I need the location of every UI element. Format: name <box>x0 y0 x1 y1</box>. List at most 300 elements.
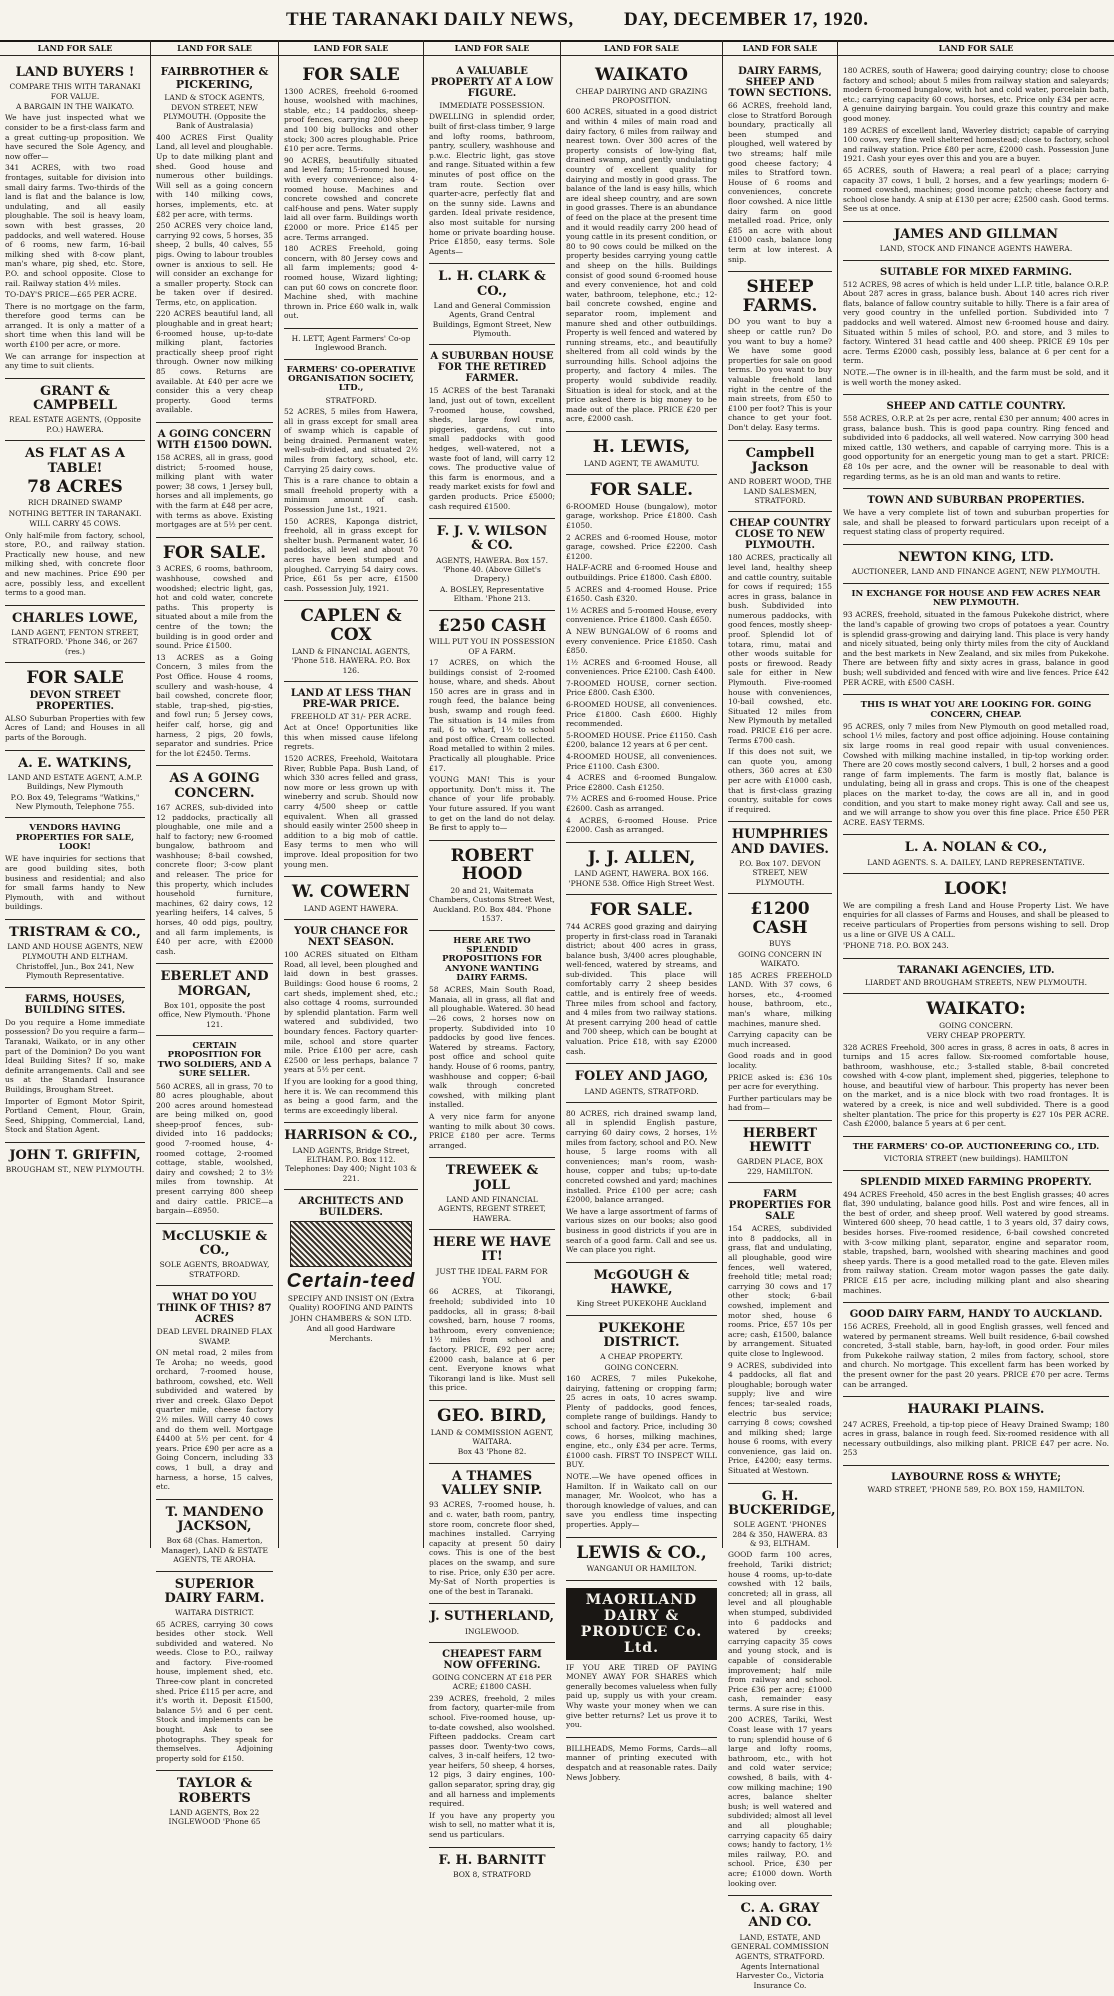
advert-paragraph: Do you require a Home immediate possession? Do you require a farm—Taranaki, Waikato, or in any other part of the Dominion? Do you want Ideal Building Sites? If so, make definite arrangements. Call and see us at the Standard Insurance Buildings, Brougham Street. <box>5 1017 145 1094</box>
advertisement <box>843 545 1109 584</box>
advert-paragraph: If this does not suit, we can quote you, among others, 360 acres at £30 per acre with £1000 cash, that is first-class grazing country, suitable for cows if required. <box>728 747 832 814</box>
advert-paragraph: 65 ACRES, carrying 30 cows besides other stock. Well subdivided and watered. No weeds. Close to P.O., railway and factory. Five-roomed house, implement shed, etc. Three-cow plant in concreted shed. Price £115 per acre, and it's worth it. Deposit £1500, balance 5½ and 6 per cent. Stock and implements can be bought. Ask to see photographs. They speak for themselves. Adjoining property sold for £150. <box>156 1619 273 1763</box>
advert-paragraph: Only half-mile from factory, school, store, P.O., and railway station. Practically new house, and new milking shed, with concrete floor and new machines. Price £90 per acre, possibly less, and excellent terms to a good man. <box>5 530 145 598</box>
advert-paragraph: If you have any property you wish to sell, no matter what it is, send us particulars. <box>429 1810 555 1840</box>
advert-heading: McGOUGH & HAWKE, <box>593 1267 690 1298</box>
advert-heading: HARRISON & CO., <box>284 1128 418 1144</box>
advert-subline: STRATFORD. <box>325 395 377 405</box>
advert-paragraph: 180 ACRES Freehold, going concern, with 80 Jersey cows and all farm implements; good 4-roomed house, Wizard lighting; can put 60 cows on concrete floor. Machine shed, with machine thrown in. Price £60 walk in, walk out. <box>284 244 418 321</box>
advert-paragraph: Further particulars may be had from— <box>728 1093 832 1113</box>
advert-paragraph: 180 ACRES, practically all level land, healthy sheep and cattle country, suitable for cows if required; 155 acres in grass, balance in bush. Subdivided into numerous paddocks, with good fences, mostly sheep-proof. Splendid lot of totara, rimu, matai and other woods suitable for posts or firewood. Ready sale for either in New Plymouth. Five-roomed house with conveniences, 10-bail cowshed, etc. Situated 12 miles from New Plymouth by metalled road. PRICE £16 per acre. Terms £700 cash. <box>728 553 832 745</box>
advertisement <box>5 60 145 379</box>
advert-heading: L. H. CLARK & CO., <box>438 269 546 299</box>
advert-paragraph: 200 ACRES, Tariki, West Coast lease with 17 years to run; splendid house of 6 large and lofty rooms, bathroom, etc., with hot and cold water service; cowshed, 8 bails, with 4-cow milking machine; 190 acres, balance shelter bush; is well watered and subdivided; almost all level and all ploughable; carrying capacity 65 dairy cows; handy to factory, 1½ miles railway, P.O. and school. Price, £30 per acre; £1000 down. Worth looking over. <box>728 1715 832 1888</box>
advertisement <box>5 751 145 819</box>
advert-heading: HAURAKI PLAINS. <box>907 1402 1045 1418</box>
advert-subline: LAND & STOCK AGENTS, DEVON STREET, NEW PLYMOUTH. (Opposite the Bank of Australasia) <box>163 93 266 131</box>
advertisement <box>843 1466 1109 1500</box>
advert-paragraph: YOUNG MAN! This is your opportunity. Don't miss it. The chance of your life probably. Your future assured. If you want to get on the land do not delay. Be first to apply to— <box>429 775 555 833</box>
advert-heading: SPLENDID MIXED FARMING PROPERTY. <box>860 1176 1092 1188</box>
advert-heading: F. J. V. WILSON & CO. <box>436 524 548 554</box>
advert-heading: WHAT DO YOU THINK OF THIS? 87 ACRES <box>157 1292 272 1326</box>
advertisement <box>284 1123 418 1190</box>
advertisement <box>156 1500 273 1572</box>
advertisement <box>429 1158 555 1230</box>
advert-heading: McCLUSKIE & CO., <box>161 1228 268 1259</box>
advertisement <box>429 1604 555 1643</box>
advert-paragraph: 180 ACRES, south of Hawera; good dairying country; close to choose factory and school; about 5 miles from railway station and saleyards; modern 6-roomed bungalow, with hot and cold water, porcelain bath, etc.; carrying capacity 60 cows, horses, etc. Price only £34 per acre. A genuine dairying bargain. You could graze this country and make good money. <box>843 66 1109 123</box>
advert-heading: TRISTRAM & CO., <box>9 925 141 941</box>
advert-heading: FOR SALE. <box>589 900 694 921</box>
advertisement <box>566 475 717 843</box>
advert-subline: BUYS <box>769 939 791 949</box>
advertisement <box>429 1848 555 1886</box>
advert-heading: FARMERS' CO-OPERATIVE ORGANISATION SOCIETY, LTD., <box>286 364 416 394</box>
advert-subline: LAND AGENT, FENTON STREET, STRATFORD. 'Phone 346, or 267 (res.) <box>11 628 139 656</box>
advert-paragraph: 1300 ACRES, freehold 6-roomed house, woolshed with machines, stable, etc.; 14 paddocks, sheep-proof fences, carrying 2000 sheep and 100 big bullocks and other stock; 300 acres ploughable. Price £10 per acre. Terms. <box>284 86 418 154</box>
advertisement <box>843 695 1109 835</box>
advert-paragraph: 93 ACRES, 7-roomed house, h. and c. water, bath room, pantry, store room, concrete floor shed, machines installed. Carrying capacity at present 50 dairy cows. This is one of the best places on the swamp, and sure to rise. Price, only £30 per acre. My-Sat of North properties is one of the best in Taranaki. <box>429 1500 555 1596</box>
advertisement <box>5 663 145 750</box>
masthead <box>0 0 1114 42</box>
advertisement <box>728 1121 832 1183</box>
advert-subline: GOING CONCERN. <box>604 1362 679 1372</box>
advert-heading: HERE ARE TWO SPLENDID PROPOSITIONS FOR ANYONE WANTING DAIRY FARMS. <box>442 935 542 983</box>
advert-heading: EBERLET AND MORGAN, <box>160 969 269 999</box>
advert-subline: CHEAP DAIRYING AND GRAZING PROPOSITION. <box>575 86 708 106</box>
advertisement <box>566 1738 717 1789</box>
advert-paragraph: 185 ACRES FREEHOLD LAND. With 37 cows, 6 horses, etc., 4-roomed house, bathroom, etc., man's whare, milking machines, manure shed. <box>728 970 832 1028</box>
advertisement <box>284 920 418 1123</box>
advert-subline: GOING CONCERN IN WAIKATO. <box>738 949 822 969</box>
advertisement <box>5 441 145 606</box>
advert-heading: SHEEP FARMS. <box>742 277 818 316</box>
advert-paragraph: 9 ACRES, subdivided into 4 paddocks, all flat and ploughable; borough water supply; live and wire fences; tar-sealed roads, electric bus service; carrying 8 cows; cowshed and milking shed; large house 6 rooms, with every convenience, gas laid on. Price, £4200; easy terms. Situated at Westown. <box>728 1360 832 1476</box>
advert-paragraph: 'PHONE 718. P.O. BOX 243. <box>843 941 949 951</box>
column-heading: LAND FOR SALE <box>561 40 722 56</box>
issue-date: DAY, DECEMBER 17, 1920. <box>624 9 869 30</box>
advert-subline: WARD STREET, 'PHONE 589, P.O. BOX 159, HAMILTON. <box>867 1484 1085 1494</box>
column-heading: LAND FOR SALE <box>723 40 837 56</box>
advert-paragraph: 1½ ACRES and 5-roomed House, every convenience. Price £1800. Cash £650. <box>566 605 717 625</box>
advert-paragraph: 6-ROOMED House (bungalow), motor garage, workshop. Price £1800. Cash £1050. <box>566 501 717 530</box>
advert-subline: GOING CONCERN AT £18 PER ACRE; £1800 CASH. <box>432 1672 552 1692</box>
advert-paragraph: GOOD farm 100 acres, freehold, Tariki district; house 4 rooms, up-to-date cowshed with 12 bails, concreted; all in grass, all level and all ploughable when stumped, subdivided into 6 paddocks and watered by creeks; carrying capacity 35 cows and young stock, and is capable of considerable improvement; half mile from railway and school. Price £36 per acre; £1000 cash, remainder easy terms. A sure rise in this. <box>728 1550 832 1713</box>
advert-paragraph: 2 ACRES and 6-roomed House, motor garage, cowshed. Price £2200. Cash £1200. <box>566 532 717 561</box>
advert-paragraph: 4-ROOMED HOUSE, all conveniences. Price £1100. Cash £300. <box>566 752 717 771</box>
advertisement <box>843 994 1109 1137</box>
advert-heading: YOUR CHANCE FOR NEXT SEASON. <box>294 926 408 949</box>
advert-paragraph: 80 ACRES, rich drained swamp land, all in splendid English pasture, carrying 60 dairy cows, 2 horses, 1½ miles from factory, school and P.O. New house, 5 large rooms with all conveniences; man's room, wash-house, copper and tubs; up-to-date concreted cowshed and yard; machines installed. Price £100 per acre; cash £2000, balance arranged. <box>566 1108 717 1205</box>
advert-paragraph: 156 ACRES, Freehold, all in good English grasses, well fenced and watered by permanent streams. Well built residence, 6-bail cowshed concreted, 3-stall stable, barn, hay-loft, in good order. Four miles from Pukekohe railway station, 2 miles from factory, school, store and church. No mortgage. This excellent farm has been worked by the present owner for the past 20 years. PRICE £70 per acre. Terms can be arranged. <box>843 1322 1109 1389</box>
advert-heading: HERE WE HAVE IT! <box>433 1235 551 1265</box>
advert-heading: LEWIS & CO., <box>576 1542 707 1563</box>
column-heading: LAND FOR SALE <box>838 40 1114 56</box>
advert-subline: Box 101, opposite the post office, New Plymouth. 'Phone 121. <box>158 1001 271 1029</box>
advertisement <box>843 835 1109 874</box>
advert-subline: WAITARA DISTRICT. <box>175 1608 254 1618</box>
advert-subline: INGLEWOOD. <box>464 1626 520 1636</box>
advert-heading: SUITABLE FOR MIXED FARMING. <box>880 266 1072 278</box>
advertisement <box>429 931 555 1159</box>
advert-subline: Land and General Commission Agents, Grand Central Buildings, Egmont Street, New Plymouth. <box>432 300 552 338</box>
advert-heading: GEO. BIRD, <box>437 1405 547 1426</box>
advert-heading: C. A. GRAY AND CO. <box>740 1901 820 1931</box>
advert-banner: MAORILAND DAIRY & PRODUCE Co. Ltd. <box>566 1588 717 1660</box>
advert-heading: CHARLES LOWE, <box>12 610 138 626</box>
advertisement <box>156 60 273 423</box>
advertisement <box>843 489 1109 545</box>
advert-paragraph: 66 ACRES, freehold land, close to Stratford Borough boundary, practically all been stumped and ploughed, well watered by two streams; half mile good cheese factory; 4 miles to Stratford town. House of 6 rooms and conveniences, concrete floor cowshed. A nice little dairy farm on good metalled road. Price, only £85 an acre with about £1000 cash, balance long term at low interest. A snip. <box>728 101 832 264</box>
advertisement <box>284 682 418 877</box>
advert-subline: A BARGAIN IN THE WAIKATO. <box>15 102 135 112</box>
advert-heading: JOHN T. GRIFFIN, <box>9 1147 141 1163</box>
advert-paragraph: 167 ACRES, sub-divided into 12 paddocks, practically all ploughable, one mile and a half to factory; new 6-roomed bungalow, bathroom and washhouse; 8-bail cowshed, concrete floor; 3-cow plant and releaser. The price for this property, which includes household furniture, machines, 62 dairy cows, 12 yearling heifers, 14 calves, 5 horses, 40 odd pigs, poultry, and all farm implements, is £40 per acre, with £2000 cash. <box>156 802 273 956</box>
advert-subline: AND ROBERT WOOD, THE LAND SALESMEN, STRATFORD. <box>728 477 832 505</box>
advertisement <box>728 894 832 1121</box>
advert-paragraph: 4 ACRES, 6-roomed House. Price £2000. Cash as arranged. <box>566 815 717 835</box>
advertisement <box>843 584 1109 695</box>
advert-subline: Agents International Harvester Co., Victoria Insurance Co. <box>736 1961 824 1990</box>
advert-subline: JOHN CHAMBERS & SON LTD. <box>290 1313 412 1323</box>
advert-subline: King Street PUKEKOHE Auckland <box>576 1299 707 1309</box>
advertisement <box>429 1643 555 1848</box>
advert-paragraph: 17 ACRES, on which the buildings consist of 2-roomed house, whare, and sheds. About 150 acres are in grass and in rough feed, the balance being bush, swamp and rough feed. The situation is 14 miles from rail, 6 to wharf, 1½ to school and post office. Cream collected. Road metalled to within 2 miles. Practically all ploughable. Price £17. <box>429 658 555 773</box>
advert-heading: A VALUABLE PROPERTY AT A LOW FIGURE. <box>430 66 554 99</box>
advert-subline: 20 and 21, Waitemata Chambers, Customs Street West, Auckland. P.O. Box 484. 'Phone 1537. <box>429 886 555 924</box>
advert-subline: A. BOSLEY, Representative Eltham. 'Phone 213. <box>440 584 544 604</box>
advertisement <box>843 1303 1109 1397</box>
advertisement <box>728 441 832 513</box>
advert-heading: J. SUTHERLAND, <box>429 1609 555 1625</box>
advert-heading: AS A GOING CONCERN. <box>169 771 260 801</box>
advertisement <box>429 611 555 841</box>
advert-heading: FOR SALE. <box>589 480 694 501</box>
advert-paragraph: IF YOU ARE TIRED OF PAYING MONEY AWAY FOR SHARES which generally becomes valueless when fully paid up, supply us with your cream. Why waste your money when we can give better returns? Let us prove it to you. <box>566 1662 717 1730</box>
advert-heading: Campbell Jackson <box>745 445 815 475</box>
advert-heading: HUMPHRIES AND DAVIES. <box>731 827 829 857</box>
advert-paragraph: NOTE.—We have opened offices in Hamilton. If in Waikato call on our manager, Mr. Woolcot, who has a thorough knowledge of values, and can save you endless time inspecting properties. Apply— <box>566 1472 717 1530</box>
advert-subline: P.O. Box 49, Telegrams "Watkins," New Plymouth, Telephone 755. <box>10 792 140 812</box>
advert-heading: JAMES AND GILLMAN <box>893 226 1059 242</box>
advertisement <box>284 329 418 360</box>
advert-paragraph: 6-ROOMED HOUSE, all conveniences. Price £1800. Cash £600. Highly recommended. <box>566 700 717 729</box>
advertisement <box>156 1572 273 1772</box>
advert-heading: LAYBOURNE ROSS & WHYTE; <box>891 1471 1061 1483</box>
advert-subline: VERY CHEAP PROPERTY. <box>926 1031 1026 1041</box>
advert-heading: J. J. ALLEN, <box>587 847 696 868</box>
advertisement <box>156 1224 273 1286</box>
advert-heading: DAIRY FARMS, SHEEP AND TOWN SECTIONS. <box>728 66 832 99</box>
column-5 <box>561 40 723 1782</box>
advert-paragraph: 150 ACRES, Kaponga district, freehold, all in grass except for shelter bush. Permanent water, 16 paddocks, all level and about 70 acres have been stumped and ploughed. Carrying 54 dairy cows. Price, £61 5s per acre, £1500 cash. Possession July, 1921. <box>284 516 418 593</box>
advertisement <box>429 1230 555 1401</box>
advert-heading: THIS IS WHAT YOU ARE LOOKING FOR. GOING CONCERN, CHEAP. <box>860 700 1092 720</box>
advertisement <box>156 766 273 964</box>
advert-heading: AS FLAT AS A TABLE! <box>24 446 126 476</box>
advert-heading: VENDORS HAVING PROPERTIES FOR SALE, LOOK! <box>15 823 135 853</box>
advert-heading: WAIKATO: <box>926 999 1026 1020</box>
advert-heading: FOR SALE <box>26 668 124 689</box>
advertisement <box>429 264 555 345</box>
column-6 <box>723 40 838 1990</box>
advertisement <box>566 60 717 432</box>
advertisement <box>5 818 145 920</box>
advert-paragraph: 5 ACRES and 4-roomed House. Price £1650. Cash £320. <box>566 584 717 604</box>
advert-paragraph: 52 ACRES, 5 miles from Hawera, all in grass except for small area of swamp which is capable of being drained. Permanent water, well-sub-divided, and situated 2½ miles from factory, school, etc. Carrying 25 dairy cows. <box>284 407 418 474</box>
advertisement <box>566 432 717 475</box>
advertisement <box>843 395 1109 489</box>
advert-subline: LAND, ESTATE, AND GENERAL COMMISSION AGENTS, STRATFORD. <box>731 1932 829 1961</box>
advertisement <box>728 60 832 272</box>
advertisement <box>728 272 832 441</box>
advert-heading: A GOING CONCERN WITH £1500 DOWN. <box>156 429 273 451</box>
column-heading: LAND FOR SALE <box>151 40 278 56</box>
advert-heading: A. E. WATKINS, <box>18 755 132 771</box>
advert-paragraph: 5-ROOMED HOUSE. Price £1150. Cash £200, balance 12 years at 6 per cent. <box>566 730 717 750</box>
advertisement <box>429 1401 555 1464</box>
advert-paragraph: A very nice farm for anyone wanting to milk about 30 cows. PRICE £180 per acre. Terms arranged. <box>429 1112 555 1150</box>
advert-heading: LAND AT LESS THAN PRE-WAR PRICE. <box>290 687 412 710</box>
advert-heading: £1200 CASH <box>750 899 810 938</box>
advert-subline: A CHEAP PROPERTY. <box>600 1352 683 1362</box>
advert-paragraph: If you are looking for a good thing, here it is. We can recommend this as being a good farm, and the terms are exceedingly liberal. <box>284 1076 418 1115</box>
advert-paragraph: We have just inspected what we consider to be a first-class farm and a great cutting-up proposition. We have secured the Sole Agency, and now offer— <box>5 113 145 161</box>
advert-paragraph: DO you want to buy a sheep or cattle run? Do you want to buy a home? We have some good properties for sale on good terms. Do you want to buy valuable freehold land right in the centre of the main streets, from £50 to £100 per foot? This is your chance to get your foot. Don't delay. Easy terms. <box>728 317 832 432</box>
advertisement <box>728 1183 832 1483</box>
advertisement <box>843 1397 1109 1466</box>
advert-paragraph: 328 ACRES Freehold, 300 acres in grass, 8 acres in oats, 8 acres in turnips and 15 acres fallow. Six-roomed comfortable house, bathroom, washhouse, etc.; 3-stalled stable, 8-bail concreted cowshed with 4-cow plant, implement shed, piggeries, telephone to house, and beautiful view of harbour. This property has never been on the market, and is a nice block with two road frontages. It is watered by a creek, is nice and well subdivided. There is a good shelter plantation. The price for this property is £27 10s PER ACRE. Cash £2000, balance 5 years at 6 per cent. <box>843 1042 1109 1129</box>
column-3 <box>279 40 424 1548</box>
advert-subline: Christoffel, Jun., Box 241, New Plymouth Representative. <box>16 962 134 981</box>
advert-paragraph: 494 ACRES Freehold, 450 acres in the best English grasses; 40 acres flat, 390 undulating, balance good hills. Post and wire fences, all in the best of order, and sheep proof. Well watered by good streams. Wintered 600 sheep, 70 head cattle, 1 to 3 years old, 37 dairy cows, besides horses. Five-roomed residence, 6-bail cowshed concreted with 3-cow milking plant, separator, engine and separator room, stable, trapshed, barn, woolshed with shearing machines and good sheep yards. There is a good metalled road to the gate. Eleven miles from railway station. Cream motor wagon passes the gate daily. PRICE £15 per acre, including milking plant and also shearing machines. <box>843 1189 1109 1295</box>
advertisement <box>5 988 145 1143</box>
advert-subline: BROUGHAM ST., NEW PLYMOUTH. <box>5 1165 145 1175</box>
advert-paragraph: 247 ACRES, Freehold, a tip-top piece of Heavy Drained Swamp; 180 acres in grass, balance in rough feed. Six-roomed residence with all necessary outbuildings, also milking plant. PRICE £47 per acre. No. 253 <box>843 1419 1109 1458</box>
advert-subline: DEAD LEVEL DRAINED FLAX SWAMP. <box>156 1327 273 1346</box>
advert-subline: LAND AGENT, HAWERA. BOX 166. 'PHONE 538. Office High Street West. <box>568 869 715 888</box>
advert-subline: JUST THE IDEAL FARM FOR YOU. <box>436 1266 548 1286</box>
advert-heading: FARM PROPERTIES FOR SALE <box>728 1189 832 1223</box>
advertisement <box>156 1771 273 1832</box>
advertisement <box>566 1581 717 1738</box>
advert-paragraph: 512 ACRES, 98 acres of which is held under L.I.P. title, balance O.R.P. About 287 acres in grass, balance bush. About 140 acres rich river flats, balance of fallow country suitable to hilly. There is a fair area of very good country in the unfelled portion. Subdivided into 7 paddocks and well watered. Almost new 6-roomed house and dairy. Situated within 5 miles of school, P.O. and store, and 3 miles to factory. Wintered 31 head cattle and 400 sheep. PRICE £9 10s per acre. Terms £2000 cash, possibly less, balance at 6 per cent for a term. <box>843 279 1109 366</box>
advertisement <box>566 1064 717 1103</box>
advert-heading: A THAMES VALLEY SNIP. <box>441 1468 543 1499</box>
advert-heading: DEVON STREET PROPERTIES. <box>29 689 121 712</box>
advert-subline: LAND AND FINANCIAL AGENTS, REGENT STREET, HAWERA. <box>438 1194 546 1223</box>
advert-heading: HERBERT HEWITT <box>742 1125 818 1156</box>
advert-paragraph: BILLHEADS, Memo Forms, Cards—all manner of printing executed with despatch and at reasonable rates. Daily News Jobbery. <box>566 1743 717 1782</box>
advert-subline: REAL ESTATE AGENTS, (Opposite P.O.) HAWERA. <box>9 415 141 434</box>
advertisement <box>728 1484 836 1897</box>
advertisement <box>566 843 717 895</box>
advertisement <box>156 423 273 538</box>
advert-paragraph: Act at Once! Opportunities like this when missed cause lifelong regrets. <box>284 723 418 752</box>
column-heading: LAND FOR SALE <box>279 40 423 56</box>
advert-subline: H. LETT, Agent Farmers' Co-op Inglewood Branch. <box>291 333 411 353</box>
advert-paragraph: 13 ACRES as a Going Concern, 3 miles from the Post Office. House 4 rooms, scullery and wash-house, 4 bail cowshed, concrete floor, stable, trap-shed, pig-sties, and fowl run; 5 Jersey cows, heifer calf, horse, gig and harness, 2 pigs, 20 fowls, separator and sundries. Price for the lot £2450. Terms. <box>156 652 273 758</box>
advertisement <box>156 538 273 767</box>
advert-subline: LAND, STOCK AND FINANCE AGENTS HAWERA. <box>879 244 1073 254</box>
advertisement <box>156 964 273 1036</box>
advert-paragraph: 95 ACRES, only 7 miles from New Plymouth on good metalled road, school 1½ miles, factory and post office adjoining. House containing six large rooms in real good repair with usual conveniences. Cowshed with milking machine installed, in tip-top working order. There are 20 cows mostly second calvers, 1 bull, 2 horses and a good range of farm implements. The farm is mostly flat, balance is undulating, being all in grass and crops. This is one of the cheapest places on the market to-day, the cows are all in, and in good condition, and you start to make money right away. Call and see us, and we will arrange to show you over this fine place. Price £50 PER ACRE. EASY TERMS. <box>843 721 1109 827</box>
advert-heading: FOR SALE <box>302 65 400 85</box>
advertisement <box>843 1137 1109 1171</box>
advert-paragraph: 220 ACRES beautiful land, all ploughable and in great heart; 6-roomed house, up-to-date milking plant, factories practically sheep proof right through. Owner now milking 85 cows. Returns are available. At £40 per acre we consider this a very cheap property. Good terms available. <box>156 309 273 415</box>
advertisement <box>5 606 145 663</box>
advertisement <box>843 60 1109 222</box>
advertisement <box>5 379 145 441</box>
advert-subline: LAND AGENTS, Box 22 INGLEWOOD 'Phone 65 <box>168 1808 261 1827</box>
advert-paragraph: 158 ACRES, all in grass, good district; 5-roomed house, milking plant with water power; 38 cows, 1 Jersey bull, horses and all implements, go with the farm at £48 per acre, with terms as above. Existing mortgages are at 5½ per cent. <box>156 453 273 530</box>
advertisement <box>728 822 832 894</box>
advertisement <box>284 60 418 329</box>
advert-paragraph: 93 ACRES, freehold, situated in the famous Pukekohe district, where the land's capable of growing two crops of potatoes a year. Country is splendid grass-growing and dairying land. This place is very handy and nicely situated, being only thirty miles from the city of Auckland and the best markets in New Zealand, and six miles from Pukekohe. There are between fifty and sixty acres in grass, balance in good bush; well subdivided and fenced with wire and live fences. Price £42 PER ACRE, with £500 CASH. <box>843 610 1109 687</box>
advert-subline: And all good Hardware Merchants. <box>306 1324 396 1343</box>
advert-heading: THE FARMERS' CO-OP. AUCTIONEERING CO., LTD. <box>852 1141 1100 1152</box>
advert-paragraph: 154 ACRES, subdivided into 8 paddocks, all in grass, flat and undulating, all ploughable, good wire fences, well watered, freehold title; metal road; carrying 30 cows and 17 other stock; 6-bail cowshed, implement and motor shed, house 6 rooms. Price, £57 10s per acre; cash, £1500, balance by arrangement. Situated quite close to Inglewood. <box>728 1224 832 1358</box>
advert-heading: 78 ACRES <box>27 476 123 497</box>
advert-heading: CERTAIN PROPOSITION FOR TWO SOLDIERS, AND A SURE SELLER. <box>157 1041 272 1080</box>
advert-subline: IMMEDIATE POSSESSION. <box>439 101 545 110</box>
advert-paragraph: Carrying capacity can be much increased. <box>728 1030 832 1049</box>
advertisement <box>843 222 1109 261</box>
advert-heading: NEWTON KING, LTD. <box>898 550 1054 566</box>
advert-paragraph: We have a large assortment of farms of various sizes on our books; also good business in good districts if you are in search of a good farm. Call and see us. We can place you right. <box>566 1206 717 1255</box>
advertisement <box>429 1464 555 1605</box>
advert-subline: WILL PUT YOU IN POSSESSION OF A FARM. <box>429 637 555 656</box>
advert-paragraph: ALSO Suburban Properties with few Acres of Land; and Houses in all parts of the Borough. <box>5 713 145 743</box>
advert-heading: WAIKATO <box>595 65 688 85</box>
advert-heading: CHEAP COUNTRY CLOSE TO NEW PLYMOUTH. <box>729 518 831 552</box>
newspaper-title: THE TARANAKI DAILY NEWS, <box>286 9 574 30</box>
advert-subline: NOTHING BETTER IN TARANAKI. <box>8 508 142 518</box>
advert-heading: LOOK! <box>944 879 1008 900</box>
advert-heading: PUKEKOHE DISTRICT. <box>598 1320 685 1351</box>
advert-subline: LIARDET AND BROUGHAM STREETS, NEW PLYMOUTH. <box>865 977 1087 987</box>
advertisement <box>566 1263 717 1316</box>
advert-paragraph: 558 ACRES, O.R.P. at 2s per acre, rental £30 per annum; 400 acres in grass, balance bush. This is good papa country. Ring fenced and subdivided into 6 paddocks, all well watered. Now carrying 300 head mixed cattle, 130 wethers, and capable of carrying more. This is a good opportunity for an energetic young man to get a start. PRICE: £8 10s per acre, and the owner will be reasonable to deal with regarding terms, as he is an old man and wants to retire. <box>843 414 1109 481</box>
advertisement <box>5 1143 145 1181</box>
advert-paragraph: 3 ACRES, 6 rooms, bathroom, washhouse, cowshed and woodshed; electric light, gas, hot and cold water, concrete paths. This property is situated about a mile from the centre of the town; the building is in good order and sound. Price £1500. <box>156 564 273 651</box>
advert-paragraph: 65 ACRES, south of Hawera; a real pearl of a place; carrying capacity 37 cows, 1 bull, 2 horses, and a few yearlings; modern 6-roomed cowshed, machines; good income patch; cheese factory and school close handy. A snip at £130 per acre; £2500 cash. Good terms. See us at once. <box>843 165 1109 214</box>
advert-paragraph: 189 ACRES of excellent land, Waverley district; capable of carrying 100 cows, very fine well sheltered homestead; close to factory, school and railway station. Price £80 per acre, £2000 cash. Possession June 1921. Cash your eyes over this and you are a buyer. <box>843 125 1109 164</box>
advert-paragraph: Importer of Egmont Motor Spirit, Portland Cement, Flour, Grain, Seed, Shipping, Commercial, Land, Stock and Station Agent. <box>5 1096 145 1135</box>
advert-paragraph: NOTE.—The owner is in ill-health, and the farm must be sold, and it is well worth the money asked. <box>843 367 1109 387</box>
advert-paragraph: DWELLING in splendid order, built of first-class timber, 9 large and lofty rooms, bathroom, pantry, scullery, washhouse and p.w.c. Electric light, gas stove and range. Situated within a few minutes of post office on the tram route. Section over quarter-acre, perfectly flat and on the sunny side. Lawns and garden. Ideal private residence, also most suitable for nursing home or private boarding house. Price £1850, easy terms. Sole Agents— <box>429 112 555 256</box>
advert-heading: H. LEWIS, <box>592 437 691 458</box>
advert-paragraph: HALF-ACRE and 6-roomed House and outbuildings. Price £1800. Cash £800. <box>566 563 717 582</box>
advertisement <box>566 1316 717 1538</box>
advert-subline: LAND AND HOUSE AGENTS, NEW PLYMOUTH AND ELTHAM. <box>7 942 143 961</box>
advertisement <box>156 1036 273 1224</box>
advert-paragraph: 4 ACRES and 6-roomed Bungalow. Price £2800. Cash £1250. <box>566 773 717 792</box>
advert-paragraph: TO-DAY'S PRICE—£65 PER ACRE. <box>5 290 137 300</box>
advert-heading: GOOD DAIRY FARM, HANDY TO AUCKLAND. <box>849 1309 1103 1321</box>
advertisement <box>284 1190 418 1349</box>
advert-paragraph: 7-ROOMED HOUSE, corner section. Price £800. Cash £300. <box>566 678 717 698</box>
advert-subline: COMPARE THIS WITH TARANAKI FOR VALUE. <box>9 82 141 101</box>
advert-paragraph: 100 ACRES situated on Eltham Road, all level, been ploughed and laid down in best grasses. Buildings: Good house 6 rooms, 2 cart sheds, implement shed, etc.; also cottage 4 rooms, surrounded by splendid plantation. Farm well watered and subdivided, two boundary fences. Factory quarter-mile, school and store quarter mile. Price £100 per acre, cash £2500 or less perhaps, balance 7 years at 5½ per cent. <box>284 950 418 1075</box>
advert-subline: Box 43 'Phone 82. <box>457 1447 527 1457</box>
advertisement <box>728 1896 832 1996</box>
advert-subline: GARDEN PLACE, BOX 229, HAMILTON. <box>737 1157 823 1176</box>
advert-heading: T. MANDENO JACKSON, <box>165 1504 264 1535</box>
brand-logo: Certain-teed <box>286 1270 416 1293</box>
advertisement <box>429 519 555 610</box>
advert-subline: WILL CARRY 45 COWS. <box>29 519 121 529</box>
advert-paragraph: We are compiling a fresh Land and House Property List. We have enquiries for all classes of Farms and Houses, and shall be pleased to receive particulars of Properties from persons wishing to sell. Drop us a line or GIVE US A CALL. <box>843 900 1109 939</box>
advert-subline: GOING CONCERN. <box>939 1020 1013 1030</box>
advert-paragraph: 600 ACRES, situated in a good district and within 4 miles of main road and dairy factory, 6 miles from railway and nearest town. Over 300 acres of the property consists of low-lying flat, drained swamp, and gently undulating country of excellent quality for dairying and mostly in good grass. The balance of the land is easy hills, which are ideal sheep country, and are sown in good grasses. There is an abundance of feed on the place at the present time and it would readily carry 200 head of young cattle in its present condition, or 80 to 90 cows could be milked on the property besides carrying young cattle and sheep on the hills. Buildings consist of good sound 6-roomed house and every convenience, hot and cold water, bathroom, telephone, etc.; 12-bail concrete cowshed, engine and separator room, implement and manure shed and other outbuildings. Property is well fenced and watered by running streams, etc., and beautifully sheltered from all cold winds by the surrounding hills. School adjoins the property, and factory 4 miles. The property would subdivide readily. Situation is ideal for stock, and at the price asked there is big money to be made out of the place. PRICE £20 per acre, £2000 cash. <box>566 107 717 424</box>
advertisement <box>566 1103 717 1263</box>
advert-heading: FOR SALE. <box>162 542 267 563</box>
advert-subline: RICH DRAINED SWAMP <box>27 498 123 508</box>
advertisement <box>429 841 555 931</box>
advert-paragraph: 560 ACRES, all in grass, 70 to 80 acres ploughable, about 200 acres around homestead are being milked on, good sheep-proof fences, sub-divided into 16 paddocks; good 7-roomed house, 4-roomed cottage, 2-roomed cottage, stable, woolshed, dairy and cowshed; 2 to 3½ miles from township. At present carrying 800 sheep and dairy cattle. PRICE—a bargain—£8950. <box>156 1081 273 1216</box>
advert-subline: Box 68 (Chas. Hamerton, Manager), LAND & ESTATE AGENTS, TE AROHA. <box>160 1536 269 1565</box>
advert-subline: FREEHOLD AT 31/- PER ACRE. <box>290 711 412 721</box>
column-1 <box>0 40 151 1548</box>
advert-heading: SUPERIOR DAIRY FARM. <box>164 1576 265 1606</box>
advert-heading: FARMS, HOUSES, BUILDING SITES. <box>24 993 126 1016</box>
advert-paragraph: 58 ACRES, Main South Road, Manaia, all in grass, all flat and all ploughable. Watered. 30 head—26 cows, 2 horses now on property. Subdivided into 10 paddocks by good live fences. Watered by streams. Factory, post office and school quite handy. House of 6 rooms, pantry, washhouse and copper; 6-bail walk through concreted cowshed, with milking plant installed. <box>429 985 555 1110</box>
advert-paragraph: 7½ ACRES and 6-roomed House. Price £2600. Cash as arranged. <box>566 794 717 813</box>
advert-subline: LAND & FINANCIAL AGENTS, 'Phone 518. HAWERA. P.O. Box 126. <box>291 646 411 675</box>
advert-subline: WANGANUI OR HAMILTON. <box>586 1564 697 1574</box>
advert-heading: LAND BUYERS ! <box>15 65 135 80</box>
advert-subline: AGENTS, HAWERA. Box 157. 'Phone 40. (Above Gillet's Drapery.) <box>435 555 549 584</box>
advert-paragraph: 1½ ACRES and 6-roomed House, all conveniences. Price £2100. Cash £400. <box>566 657 717 677</box>
advert-subline: LAND AGENTS, STRATFORD. <box>584 1086 699 1096</box>
advert-subline: BOX 8, STRATFORD <box>453 1869 531 1879</box>
advertisement <box>566 895 717 1064</box>
advert-subline: LAND AGENT, TE AWAMUTU. <box>583 458 700 468</box>
advert-subline: P.O. Box 107. DEVON STREET, NEW PLYMOUTH. <box>739 858 821 887</box>
advert-heading: CAPLEN & COX <box>300 606 402 646</box>
advert-subline: SOLE AGENTS, BROADWAY, STRATFORD. <box>159 1260 270 1279</box>
advert-paragraph: 15 ACRES of the best Taranaki land, just out of town, excellent 7-roomed house, cowshed, sheds, large fowl runs, piggeries, gardens, cut into small paddocks with good hedges, well-watered, not a waste foot of land, will carry 12 cows. The productive value of this farm is enormous, and a ready market exists for fowl and garden products. Price £5000; cash required £1500. <box>429 386 555 511</box>
advert-paragraph: PRICE asked is: £36 10s per acre for everything. <box>728 1072 832 1092</box>
advert-paragraph: There is no mortgage on the farm, therefore good terms can be arranged. It is only a matter of a short time when this land will be worth £100 per acre, or more. <box>5 301 145 350</box>
advert-heading: TREWEEK & JOLL <box>445 1163 539 1193</box>
advertisement <box>284 601 418 682</box>
column-heading: LAND FOR SALE <box>0 40 150 56</box>
column-heading: LAND FOR SALE <box>424 40 560 56</box>
advert-heading: IN EXCHANGE FOR HOUSE AND FEW ACRES NEAR NEW PLYMOUTH. <box>851 588 1101 609</box>
advert-paragraph: 744 ACRES good grazing and dairying property in first-class road in Taranaki district; about 400 acres in grass, balance bush, 3/400 acres ploughable, well-fenced, watered by streams, and sub-divided. This place will comfortably carry 2 sheep besides cattle, and is entirely free of weeds. Three miles from school and factory, and 4 miles from two railway stations. At present carrying 200 head of cattle and 700 sheep, which can be bought at valuation. Price £18, with say £2000 cash. <box>566 921 717 1056</box>
advertisement <box>843 1171 1109 1304</box>
advertisement <box>284 360 418 602</box>
advert-subline: SPECIFY AND INSIST ON (Extra Quality) ROOFING AND PAINTS <box>287 1294 415 1313</box>
advertisement <box>429 345 555 519</box>
column-2 <box>151 40 279 1827</box>
advert-subline: LAND AGENTS. S. A. DAILEY, LAND REPRESENTATIVE. <box>867 857 1085 867</box>
advert-paragraph: We have a very complete list of town and suburban properties for sale, and shall be pleased to forward particulars upon receipt of a request stating class of property required. <box>843 508 1109 537</box>
building-illustration <box>290 1221 412 1267</box>
firm-name: FAIRBROTHER & PICKERING, <box>160 65 269 91</box>
advert-paragraph: A NEW BUNGALOW of 6 rooms and every convenience. Price £1850. Cash £850. <box>566 626 717 656</box>
advert-paragraph: WE have inquiries for sections that are good building sites, both business and residential; and also for small farms handy to New Plymouth, with and without buildings. <box>5 854 145 912</box>
advert-paragraph: 400 ACRES First Quality Land, all level and ploughable. Up to date milking plant and shed. Good house and numerous other buildings. Will sell as a going concern with 140 milking cows, horses, implements, etc. at £82 per acre, with terms. <box>156 132 273 219</box>
column-4 <box>424 40 561 1879</box>
advert-paragraph: 239 ACRES, freehold, 2 miles from factory, quarter-mile from school. Five-roomed house, up-to-date cowshed, also woolshed. Fifteen paddocks. Cream cart passes door. Twenty-two cows, calves, 3 in-calf heifers, 12 two-year heifers, 50 sheep, 4 horses, 12 pigs, 3 dairy engines, 100-gallon separator, spring dray, gig and all harness and implements required. <box>429 1693 555 1809</box>
advertisement <box>843 261 1109 396</box>
advert-subline: LAND & COMMISSION AGENT, WAITARA. <box>430 1427 554 1447</box>
advertisement <box>284 877 418 920</box>
advert-subline: VICTORIA STREET (new buildings). HAMILTON <box>883 1154 1069 1164</box>
